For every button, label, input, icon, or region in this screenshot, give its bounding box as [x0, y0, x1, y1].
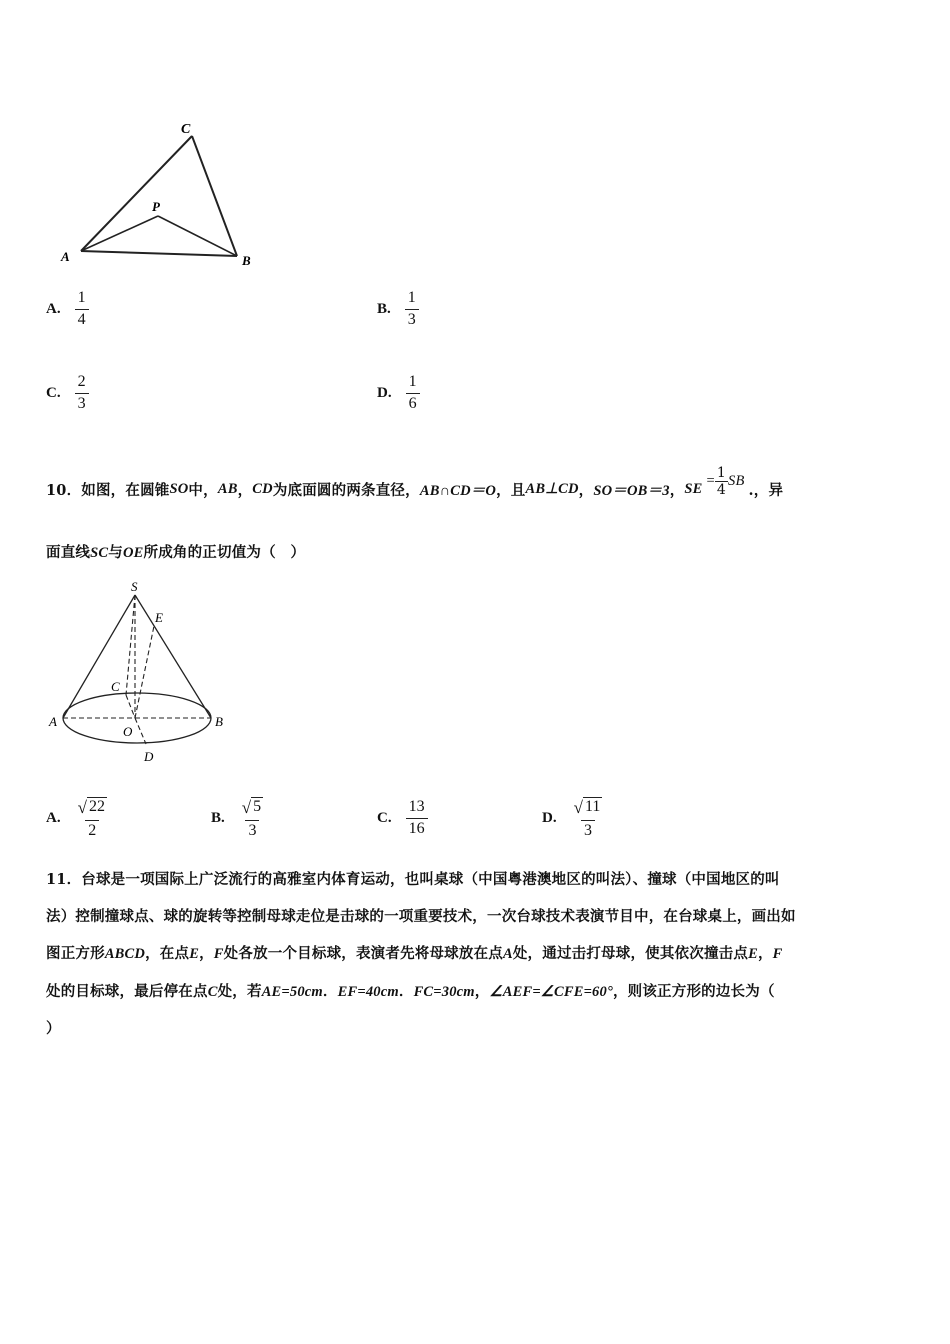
label-o: O: [123, 724, 133, 739]
q11-line-1: 11．台球是一项国际上广泛流行的高雅室内体育运动，也叫桌球（中国粤港澳地区的叫法）、撞球（中国地区的叫: [46, 871, 780, 888]
fraction: $\frac{1}{4}$: [75, 290, 89, 329]
q9-option-b[interactable]: [377, 284, 419, 334]
q10-option-c[interactable]: [377, 790, 428, 846]
line-od: [135, 718, 146, 744]
edge-cb: [192, 136, 237, 256]
q11-line-5: ）: [46, 1020, 61, 1037]
fraction: $\frac{13}{16}$: [406, 799, 428, 838]
label-e: E: [155, 610, 163, 625]
label-p: P: [152, 199, 160, 214]
label-c: C: [181, 122, 191, 137]
label-b: B: [215, 714, 223, 729]
sqrt: √ 11: [573, 797, 601, 817]
line-oe: [135, 626, 154, 718]
fraction: $\frac{2}{3}$: [75, 374, 89, 413]
cone-figure: [45, 578, 245, 768]
label-c: C: [111, 679, 120, 694]
se-expression: = $\frac{1}{4}$ SB: [706, 465, 745, 498]
edge-sb: [135, 595, 211, 718]
q10-option-d[interactable]: [542, 790, 605, 846]
edge-sa: [63, 595, 135, 718]
q10-option-a[interactable]: [46, 790, 110, 846]
q11-line-2: 法）控制撞球点、球的旋转等控制母球走位是击球的一项重要技术，一次台球技术表演节目中，在台球桌上，画出如: [46, 908, 796, 925]
option-label: D.: [542, 809, 557, 826]
edge-ac: [81, 136, 192, 251]
option-label: C.: [377, 809, 392, 826]
q10-line-1: 10．如图，在圆锥 SO 中， AB ， CD 为底面圆的两条直径， AB∩CD＝O ，且 AB⊥CD ， SO＝OB＝3 ， SE = $\frac{1}{4}$ SB .，异: [46, 465, 784, 499]
fraction: √ 11 3: [573, 797, 601, 839]
option-label: A.: [46, 300, 61, 317]
q9-option-d[interactable]: [377, 368, 420, 418]
label-a: A: [49, 714, 57, 729]
fraction: √ 5 3: [241, 797, 262, 839]
option-label: B.: [377, 300, 391, 317]
q9-option-a[interactable]: [46, 284, 89, 334]
triangle-figure: [55, 115, 270, 275]
sqrt: √ 5: [241, 797, 262, 817]
option-label: D.: [377, 384, 392, 401]
line-cd: [126, 695, 135, 718]
q10-option-b[interactable]: [211, 790, 266, 846]
label-d: D: [144, 749, 154, 764]
line-sc: [126, 595, 135, 695]
option-label: A.: [46, 809, 61, 826]
label-a: A: [61, 249, 70, 264]
sqrt: √ 22: [77, 797, 105, 817]
edge-ap: [81, 216, 158, 251]
option-label: B.: [211, 809, 225, 826]
fraction: $\frac{1}{6}$: [406, 374, 420, 413]
label-b: B: [242, 253, 251, 268]
fraction: √ 22 2: [77, 797, 105, 839]
q11-line-3: 图正方形ABCD，在点E，F处各放一个目标球，表演者先将母球放在点A处，通过击打母球，使其依次撞击点E，F: [46, 945, 783, 962]
q11-line-4: 处的目标球，最后停在点C处，若AE=50cm．EF=40cm．FC=30cm，∠AEF=∠CFE=60°，则该正方形的边长为（: [46, 983, 775, 1000]
q10-line-2: 面直线SC与OE所成角的正切值为（ ）: [46, 544, 306, 561]
edge-ab: [81, 251, 237, 256]
label-s: S: [131, 579, 138, 594]
option-label: C.: [46, 384, 61, 401]
fraction: $\frac{1}{3}$: [405, 290, 419, 329]
q9-option-c[interactable]: [46, 368, 89, 418]
